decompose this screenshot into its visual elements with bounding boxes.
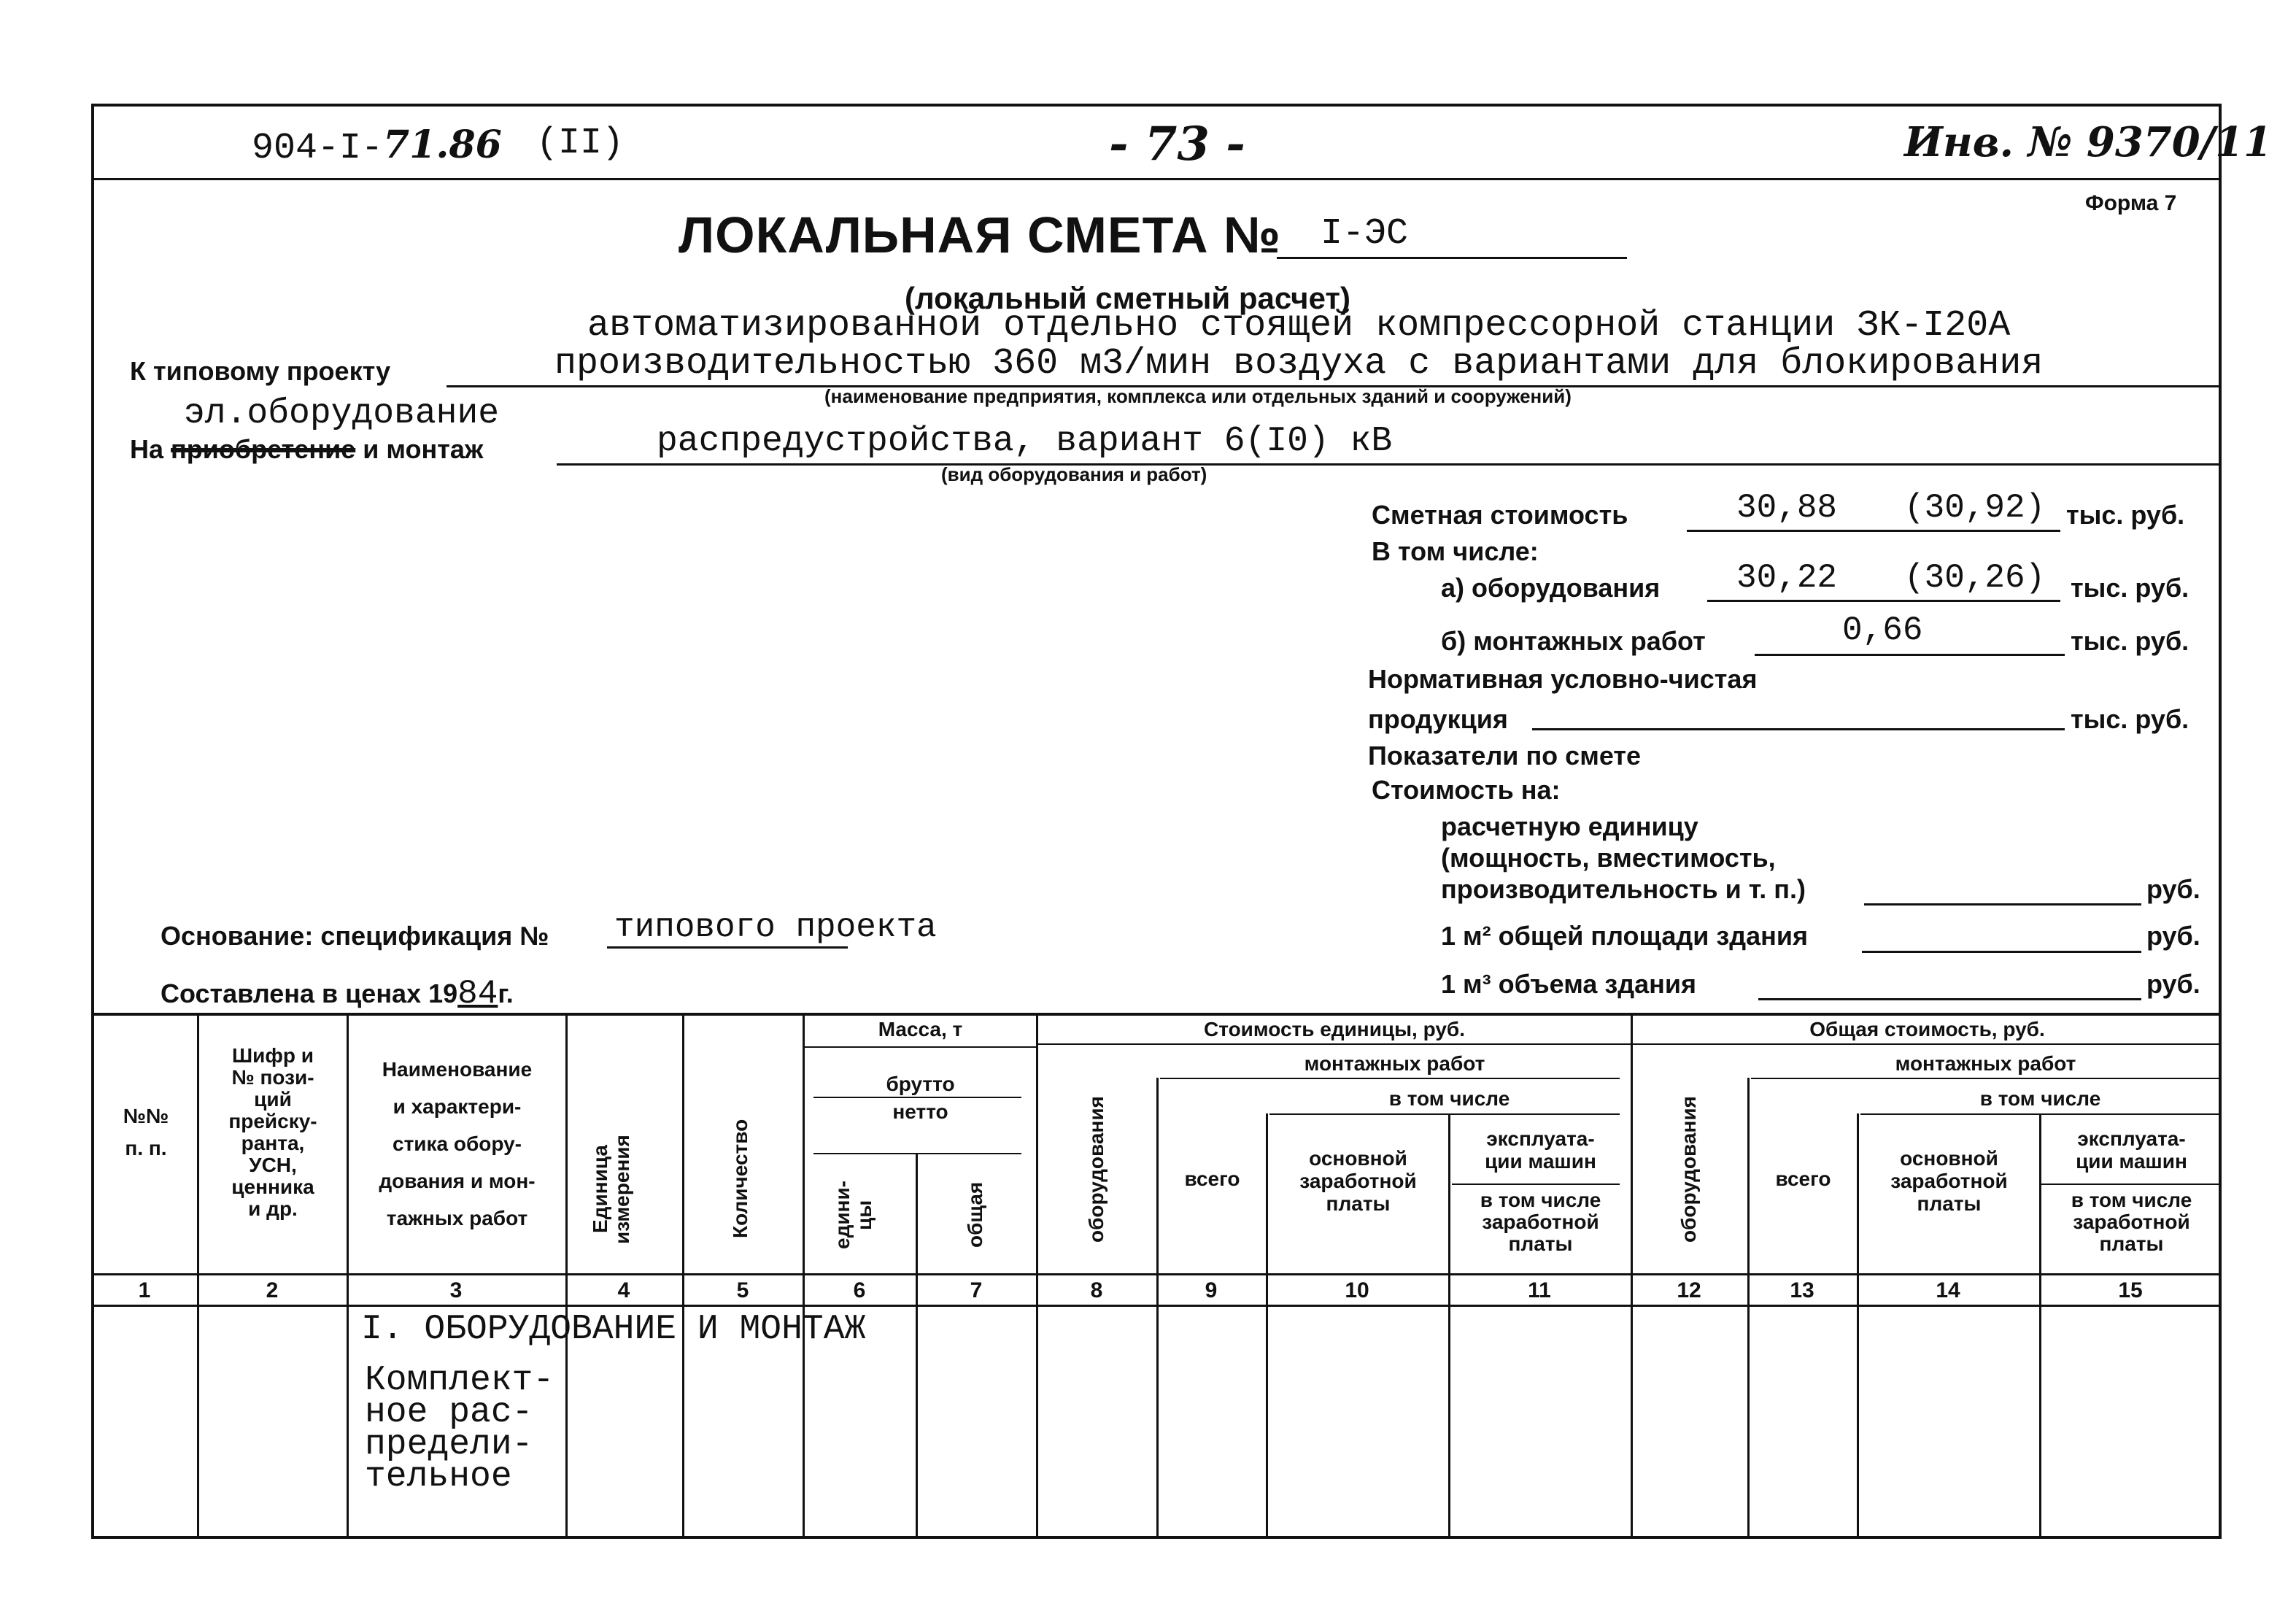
equipment-cost-label: а) оборудования: [1441, 573, 1661, 603]
area-unit: руб.: [2146, 921, 2200, 951]
col-12-header: оборудования: [1677, 1096, 1700, 1243]
col-15-sub-header: в том числе заработной платы: [2071, 1189, 2192, 1255]
table-top: [91, 1013, 2222, 1016]
unit-line-3: производительность и т. п.): [1441, 874, 1806, 904]
area-label: 1 м² общей площади здания: [1441, 921, 1808, 951]
page-number: - 73 -: [1109, 117, 1245, 171]
install-cost-label: б) монтажных работ: [1441, 626, 1706, 656]
basis-label: Основание: спецификация №: [161, 921, 549, 951]
total-cost-value: 30,88: [1736, 489, 1838, 527]
title-number: I-ЭС: [1321, 213, 1409, 255]
normative-unit: тыс. руб.: [2071, 704, 2189, 734]
doc-part: (II): [536, 123, 625, 164]
col-number: 5: [736, 1278, 749, 1302]
section-title: I. ОБОРУДОВАНИЕ И МОНТАЖ: [361, 1310, 866, 1349]
unit-cost-line: [1864, 876, 2141, 906]
col-number: 13: [1790, 1278, 1814, 1302]
mass-header: Масса, т: [878, 1018, 963, 1040]
col-14-header: основной заработной платы: [1890, 1147, 2008, 1215]
including-label: В том числе:: [1372, 536, 1539, 566]
item-name: Комплект- ное рас- предели- тельное: [365, 1361, 554, 1497]
install-cost-value: 0,66: [1842, 611, 1923, 649]
total-cost-alt: (30,92): [1904, 489, 2046, 527]
top-border: [91, 104, 2222, 107]
col-3-header: Наименование и характери- стика обору- дования и мон- тажных работ: [379, 1058, 536, 1229]
project-label: К типовому проекту: [130, 356, 391, 386]
right-border: [2219, 104, 2222, 1537]
col-number: 3: [449, 1278, 463, 1302]
title-subtitle: (локальный сметный расчет): [905, 281, 1350, 315]
normative-label-2: продукция: [1368, 704, 1508, 734]
equipment-cost-alt: (30,26): [1904, 559, 2046, 597]
col-number: 15: [2118, 1278, 2143, 1302]
col-1-header: №№ п. п.: [123, 1105, 169, 1159]
col-7-header: общая: [964, 1181, 986, 1248]
cost-on-label: Стоимость на:: [1372, 775, 1561, 805]
project-caption: (наименование предприятия, комплекса или отдельных зданий и сооружений): [824, 385, 1572, 407]
col-14-group-header: в том числе: [1979, 1087, 2101, 1110]
page-title: ЛОКАЛЬНАЯ СМЕТА №: [679, 206, 1281, 263]
project-line-1: автоматизированной отдельно стоящей компрессорной станции ЗК-I20А: [587, 305, 2011, 347]
basis-value: типового проекта: [614, 908, 937, 946]
unit-cost-header: Стоимость единицы, руб.: [1204, 1018, 1465, 1040]
install-cost-unit: тыс. руб.: [2071, 626, 2189, 656]
left-border: [91, 104, 94, 1537]
form-label: Форма 7: [2085, 191, 2177, 215]
equipment-caption: (вид оборудования и работ): [941, 463, 1207, 485]
total-cost-label: Сметная стоимость: [1372, 500, 1628, 530]
total-cost-header: Общая стоимость, руб.: [1809, 1018, 2045, 1040]
netto-header: нетто: [892, 1100, 948, 1123]
col-13-group-header: монтажных работ: [1895, 1052, 2076, 1075]
col-9-header: всего: [1184, 1167, 1240, 1190]
doc-code: 904-I-71.86: [252, 123, 502, 169]
col-6-header: едини- цы: [831, 1181, 876, 1250]
unit-line-1: расчетную единицу: [1441, 811, 1698, 841]
col-10-header: основной заработной платы: [1299, 1147, 1417, 1215]
project-line-2: производительностью 360 м3/мин воздуха с вариантами для блокирования: [554, 343, 2044, 385]
col-number: 10: [1345, 1278, 1369, 1302]
col-9-group-header: монтажных работ: [1304, 1052, 1485, 1075]
col-number: 6: [853, 1278, 866, 1302]
col-number: 11: [1528, 1278, 1551, 1302]
col-4-header: Единица измерения: [589, 1135, 633, 1244]
header-divider: [91, 178, 2222, 180]
equipment-typed-above: эл.оборудование: [184, 394, 500, 433]
equipment-cost-value: 30,22: [1736, 559, 1838, 597]
area-line: [1862, 923, 2141, 953]
volume-line: [1758, 970, 2141, 1000]
prices-label: Составлена в ценах 1984г.: [161, 975, 514, 1013]
col-11-sub-header: в том числе заработной платы: [1480, 1189, 1601, 1255]
inventory-number: Инв. № 9370/11: [1904, 118, 2273, 166]
col-15-header: эксплуата- ции машин: [2076, 1127, 2187, 1173]
equipment-cost-unit: тыс. руб.: [2071, 573, 2189, 603]
col-number: 4: [617, 1278, 630, 1302]
col-number: 7: [970, 1278, 983, 1302]
normative-line: [1532, 699, 2065, 730]
normative-label-1: Нормативная условно-чистая: [1368, 664, 1758, 694]
col-number: 2: [266, 1278, 279, 1302]
col-8-header: оборудования: [1085, 1096, 1108, 1243]
equipment-label: На приобретение и монтаж: [130, 434, 484, 464]
equipment-value: распредустройства, вариант 6(I0) кВ: [657, 422, 1393, 461]
volume-label: 1 м³ объема здания: [1441, 969, 1697, 999]
col-13-header: всего: [1775, 1167, 1831, 1190]
unit-cost-unit: руб.: [2146, 874, 2200, 904]
col-number: 8: [1090, 1278, 1103, 1302]
col-number: 12: [1677, 1278, 1701, 1302]
col-2-header: Шифр и № пози- ций прейску- ранта, УСН, ценника и др.: [228, 1044, 317, 1220]
total-cost-unit: тыс. руб.: [2066, 500, 2185, 530]
col-number: 1: [138, 1278, 151, 1302]
volume-unit: руб.: [2146, 969, 2200, 999]
col-number: 14: [1936, 1278, 1960, 1302]
col-number: 9: [1205, 1278, 1218, 1302]
indicators-label: Показатели по смете: [1368, 741, 1642, 771]
col-10-group-header: в том числе: [1388, 1087, 1510, 1110]
brutto-header: брутто: [886, 1073, 955, 1095]
col-11-header: эксплуата- ции машин: [1485, 1127, 1596, 1173]
unit-line-2: (мощность, вместимость,: [1441, 843, 1776, 873]
col-5-header: Количество: [729, 1119, 751, 1238]
